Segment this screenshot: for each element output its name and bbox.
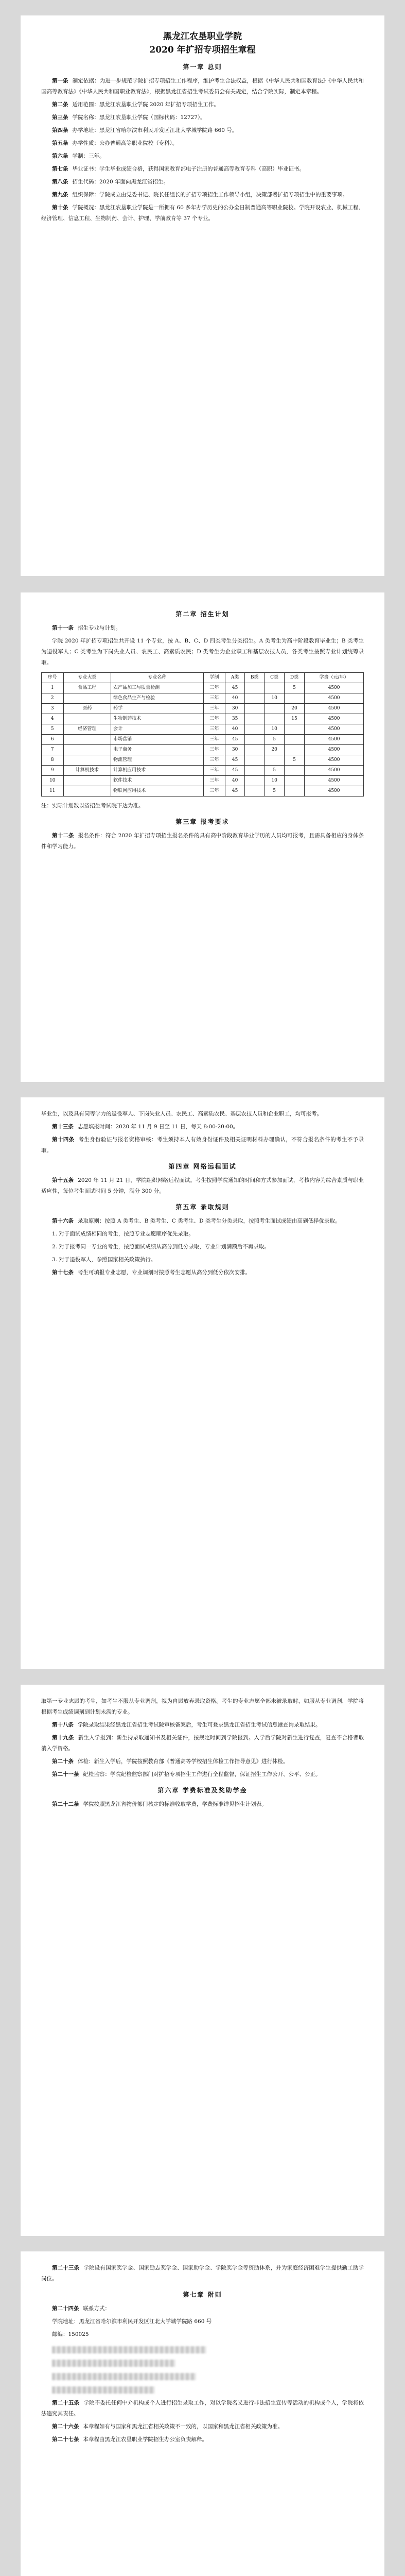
table-cell: 三年: [203, 735, 225, 745]
article: 第十二条 报名条件：符合 2020 年扩招专项招生报名条件的具有高中阶段教育毕业学历的人员均可报考，且需具备相应的身体条件和学习能力。: [41, 833, 364, 850]
table-cell: 45: [225, 786, 245, 796]
paragraph: 毕业生，以及具有同等学力的退役军人、下岗失业人员、农民工、高素质农民、基层农技人员和企业职工，均可报考。: [41, 1111, 322, 1117]
table-cell: 4500: [305, 745, 364, 755]
table-row: [42, 714, 364, 724]
chapter-heading: 第七章 附则: [183, 2291, 222, 2298]
document-page-4: [21, 1685, 384, 2236]
paragraph: 取第一专业志愿的考生，如考生不服从专业调剂，视为自愿放弃录取资格。考生的专业志愿全部未被录取时，如服从专业调剂，学院将根据考生成绩调剂到计划未满的专业。: [41, 1698, 364, 1715]
table-cell: [284, 766, 304, 776]
document-page-3: [21, 1097, 384, 1669]
table-cell: 45: [225, 735, 245, 745]
table-cell: 三年: [203, 755, 225, 766]
table-cell: [284, 776, 304, 786]
table-cell: [245, 724, 265, 735]
redacted-contact-4: [52, 2386, 155, 2394]
article: 第五条 办学性质：公办普通高等职业院校（专科）。: [52, 140, 178, 146]
table-cell: 1: [42, 683, 64, 693]
article: 第二十五条 学院不委托任何中介机构或个人进行招生录取工作，对以学院名义进行非法招生宣传等活动的机构或个人，学院将依法追究其责任。: [41, 2400, 364, 2417]
table-cell: 医药: [63, 704, 111, 714]
table-cell: 4500: [305, 693, 364, 704]
table-cell: 45: [225, 755, 245, 766]
article: 第八条 招生代码：2020 年面向黑龙江省招生。: [52, 179, 169, 185]
table-cell: 物流管理: [111, 755, 203, 766]
table-cell: [63, 755, 111, 766]
article: 第一条 制定依据：为进一步规范学院扩招专项招生工作程序，维护考生合法权益，根据《中华人民共和国教育法》《中华人民共和国高等教育法》《中华人民共和国职业教育法》，根据黑龙江省招生考试委员会有关规定，结合学院实际，制定本章程。: [41, 78, 364, 95]
table-cell: 5: [284, 755, 304, 766]
table-cell: 计算机应用技术: [111, 766, 203, 776]
article: 第二十条 体检：新生入学后，学院按照教育部《普通高等学校招生体检工作指导意见》进行体检。: [52, 1758, 289, 1765]
table-cell: [63, 735, 111, 745]
table-cell: 三年: [203, 745, 225, 755]
table-cell: 软件技术: [111, 776, 203, 786]
table-cell: [245, 693, 265, 704]
list-item: 1. 对于面试成绩相同的考生，按照专业志愿顺序优先录取。: [52, 1231, 194, 1237]
chapter-heading: 第三章 报考要求: [175, 818, 230, 825]
table-row: [42, 724, 364, 735]
table-cell: 4500: [305, 776, 364, 786]
table-cell: [265, 704, 285, 714]
table-cell: [265, 755, 285, 766]
article: 第九条 组织保障：学院成立由党委书记、院长任组长的扩招专项招生工作领导小组，决策部署扩招专项招生中的重要事项。: [52, 192, 348, 198]
document-title: 黑龙江农垦职业学院 2020 年扩招专项招生章程: [149, 31, 256, 55]
table-cell: 11: [42, 786, 64, 796]
table-cell: 三年: [203, 786, 225, 796]
article: 第二十三条 学院设有国家奖学金、国家励志奖学金、国家助学金、学院奖学金等资助体系，并为家庭经济困难学生提供勤工助学岗位。: [41, 2265, 364, 2282]
redacted-contact-1: [52, 2346, 206, 2353]
table-cell: 8: [42, 755, 64, 766]
enrollment-plan-table: [41, 672, 364, 796]
table-cell: [265, 714, 285, 724]
table-cell: 生物制药技术: [111, 714, 203, 724]
table-cell: 30: [225, 704, 245, 714]
article: 第六条 学制：三年。: [52, 153, 105, 159]
table-cell: [245, 755, 265, 766]
table-cell: 食品工程: [63, 683, 111, 693]
table-cell: 5: [42, 724, 64, 735]
redacted-contact-3: [52, 2373, 196, 2380]
table-cell: [245, 776, 265, 786]
table-cell: 5: [265, 766, 285, 776]
table-row: [42, 755, 364, 766]
table-cell: 3: [42, 704, 64, 714]
table-cell: [63, 714, 111, 724]
table-cell: 6: [42, 735, 64, 745]
article: 第二条 适用范围：黑龙江农垦职业学院 2020 年扩招专项招生工作。: [52, 101, 219, 108]
article: 第二十七条 本章程由黑龙江农垦职业学院招生办公室负责解释。: [52, 2436, 207, 2443]
article: 第十六条 录取原则：按照 A 类考生、B 类考生、C 类考生、D 类考生分类录取，按照考生面试成绩由高到低择优录取。: [52, 1218, 341, 1224]
table-cell: 20: [265, 745, 285, 755]
table-note: 注：实际计划数以省招生考试院下达为准。: [41, 803, 144, 809]
paragraph: 学院 2020 年扩招专项招生共开设 11 个专业，按 A、B、C、D 四类考生分类招生。A 类考生为高中阶段教育毕业生；B 类考生为退役军人；C 类考生为下岗失业人员、农民工、高素质农民；D 类考生为企业职工和基层农技人员，各类考生按照专业计划统筹录取。: [41, 638, 364, 666]
chapter-heading: 第一章 总则: [183, 63, 222, 71]
table-cell: [63, 745, 111, 755]
table-cell: 计算机技术: [63, 766, 111, 776]
article: 第十七条 考生可填报专业志愿，专业调剂时按照考生志愿从高分到低分依次安排。: [52, 1269, 251, 1276]
table-row: [42, 766, 364, 776]
table-cell: 4500: [305, 724, 364, 735]
table-row: [42, 693, 364, 704]
article: 第七条 毕业证书：学生毕业成绩合格，获得国家教育部电子注册的普通高等教育专科（高职）毕业证书。: [52, 166, 305, 172]
article: 第二十二条 学院按照黑龙江省物价部门核定的标准收取学费，学费标准详见招生计划表。: [52, 1801, 267, 1807]
table-cell: [245, 704, 265, 714]
table-cell: [245, 786, 265, 796]
chapter-heading: 第二章 招生计划: [175, 611, 230, 618]
table-cell: [245, 745, 265, 755]
table-cell: [265, 683, 285, 693]
table-cell: 经济管理: [63, 724, 111, 735]
table-cell: 10: [265, 693, 285, 704]
table-cell: 4: [42, 714, 64, 724]
article: 第十一条 招生专业与计划。: [52, 625, 121, 631]
table-row: [42, 776, 364, 786]
table-cell: 药学: [111, 704, 203, 714]
table-cell: 农产品加工与质量检测: [111, 683, 203, 693]
contact-line: 学院地址：黑龙江省哈尔滨市利民开发区江北大学城学院路 660 号: [52, 2318, 212, 2325]
table-cell: [284, 693, 304, 704]
article-list: [41, 76, 364, 224]
chapter-heading: 第六章 学费标准及奖助学金: [157, 1787, 248, 1794]
article: 第十四条 考生身份验证与报名资格审核：考生须持本人有效身份证件及相关证明材料办理确认，不符合报名条件的考生不予录取。: [41, 1137, 364, 1154]
article: 第十九条 新生入学报到：新生持录取通知书及相关证件，按规定时间到学院报到。入学后学院对新生进行复查，复查不合格者取消入学资格。: [41, 1735, 364, 1752]
table-cell: 会计: [111, 724, 203, 735]
table-cell: 三年: [203, 714, 225, 724]
table-cell: 三年: [203, 693, 225, 704]
table-cell: [63, 693, 111, 704]
table-cell: 20: [284, 704, 304, 714]
list-item: 3. 对于退役军人，参照国家相关政策执行。: [52, 1257, 156, 1263]
table-cell: 4500: [305, 683, 364, 693]
list-item: 2. 对于报考同一专业的考生，按照面试成绩从高分到低分录取，专业计划满额后不再录取。: [52, 1244, 270, 1250]
table-cell: 40: [225, 693, 245, 704]
table-cell: 40: [225, 776, 245, 786]
table-cell: 电子商务: [111, 745, 203, 755]
article: 第十三条 志愿填报时间：2020 年 11 月 9 日至 11 日，每天 8:00-20:00。: [52, 1124, 239, 1130]
table-cell: [245, 683, 265, 693]
table-cell: 15: [284, 714, 304, 724]
table-cell: 30: [225, 745, 245, 755]
article: 第二十六条 本章程如有与国家和黑龙江省相关政策不一致的，以国家和黑龙江省相关政策为准。: [52, 2424, 283, 2430]
article: 第二十四条 联系方式：: [52, 2306, 110, 2312]
table-cell: 4500: [305, 786, 364, 796]
table-cell: 4500: [305, 704, 364, 714]
article: 第十条 学院概况：黑龙江农垦职业学院是一所拥有 60 多年办学历史的公办全日制普通高等职业院校。学院开设农业、机械工程、经济管理、信息工程、生物制药、会计、护理、学前教育等 37 个专业。: [41, 205, 364, 222]
table-cell: 三年: [203, 724, 225, 735]
table-cell: 物联网应用技术: [111, 786, 203, 796]
table-cell: 三年: [203, 766, 225, 776]
table-row: [42, 745, 364, 755]
table-cell: 35: [225, 714, 245, 724]
table-cell: [63, 786, 111, 796]
table-cell: [245, 766, 265, 776]
table-cell: 5: [265, 735, 285, 745]
table-cell: 三年: [203, 776, 225, 786]
redacted-contact-2: [52, 2360, 175, 2367]
table-header-row: 序号 专业大类 专业名称 学制 A类 B类 C类 D类 学费（元/年）: [42, 673, 364, 683]
table-cell: 4500: [305, 766, 364, 776]
table-cell: 4500: [305, 735, 364, 745]
document-page-2: [21, 592, 384, 1082]
table-cell: [284, 724, 304, 735]
table-cell: 5: [284, 683, 304, 693]
table-cell: [284, 735, 304, 745]
article: 第三条 学院名称：黑龙江农垦职业学院（国标代码：12727）。: [52, 114, 206, 121]
chapter-heading: 第四章 网络远程面试: [168, 1163, 237, 1170]
table-cell: 三年: [203, 683, 225, 693]
article: 第十五条 2020 年 11 月 21 日，学院组织网络远程面试。考生按照学院通知的时间和方式参加面试，考核内容为综合素质与职业适应性，每位考生面试时间 5 分钟，满分 300 分。: [41, 1177, 364, 1194]
table-cell: 市场营销: [111, 735, 203, 745]
table-cell: 绿色食品生产与检验: [111, 693, 203, 704]
table-cell: 2: [42, 693, 64, 704]
table-cell: [63, 776, 111, 786]
table-cell: 5: [265, 786, 285, 796]
article: 第二十一条 纪检监察：学院纪检监察部门对扩招专项招生工作进行全程监督，保证招生工作公开、公平、公正。: [52, 1771, 321, 1777]
table-cell: 7: [42, 745, 64, 755]
article: 第四条 办学地址：黑龙江省哈尔滨市利民开发区江北大学城学院路 660 号。: [52, 127, 238, 133]
table-cell: 10: [265, 776, 285, 786]
table-cell: 10: [42, 776, 64, 786]
table-cell: 9: [42, 766, 64, 776]
table-cell: 4500: [305, 755, 364, 766]
table-row: [42, 735, 364, 745]
table-row: [42, 786, 364, 796]
table-row: [42, 704, 364, 714]
table-cell: [284, 745, 304, 755]
table-cell: 40: [225, 724, 245, 735]
document-page-1: [21, 15, 384, 576]
table-cell: 45: [225, 683, 245, 693]
article: 第十八条 学院录取结果经黑龙江省招生考试院审核备案后，考生可登录黑龙江省招生考试信息港查询录取结果。: [52, 1722, 321, 1728]
table-cell: [245, 735, 265, 745]
chapter-heading: 第五章 录取规则: [175, 1204, 230, 1211]
table-cell: 三年: [203, 704, 225, 714]
document-page-5: [21, 2251, 384, 2576]
table-cell: [245, 714, 265, 724]
contact-line: 邮编：150025: [52, 2331, 89, 2337]
table-cell: 10: [265, 724, 285, 735]
table-cell: 4500: [305, 714, 364, 724]
table-row: [42, 683, 364, 693]
table-cell: 45: [225, 766, 245, 776]
table-cell: [284, 786, 304, 796]
